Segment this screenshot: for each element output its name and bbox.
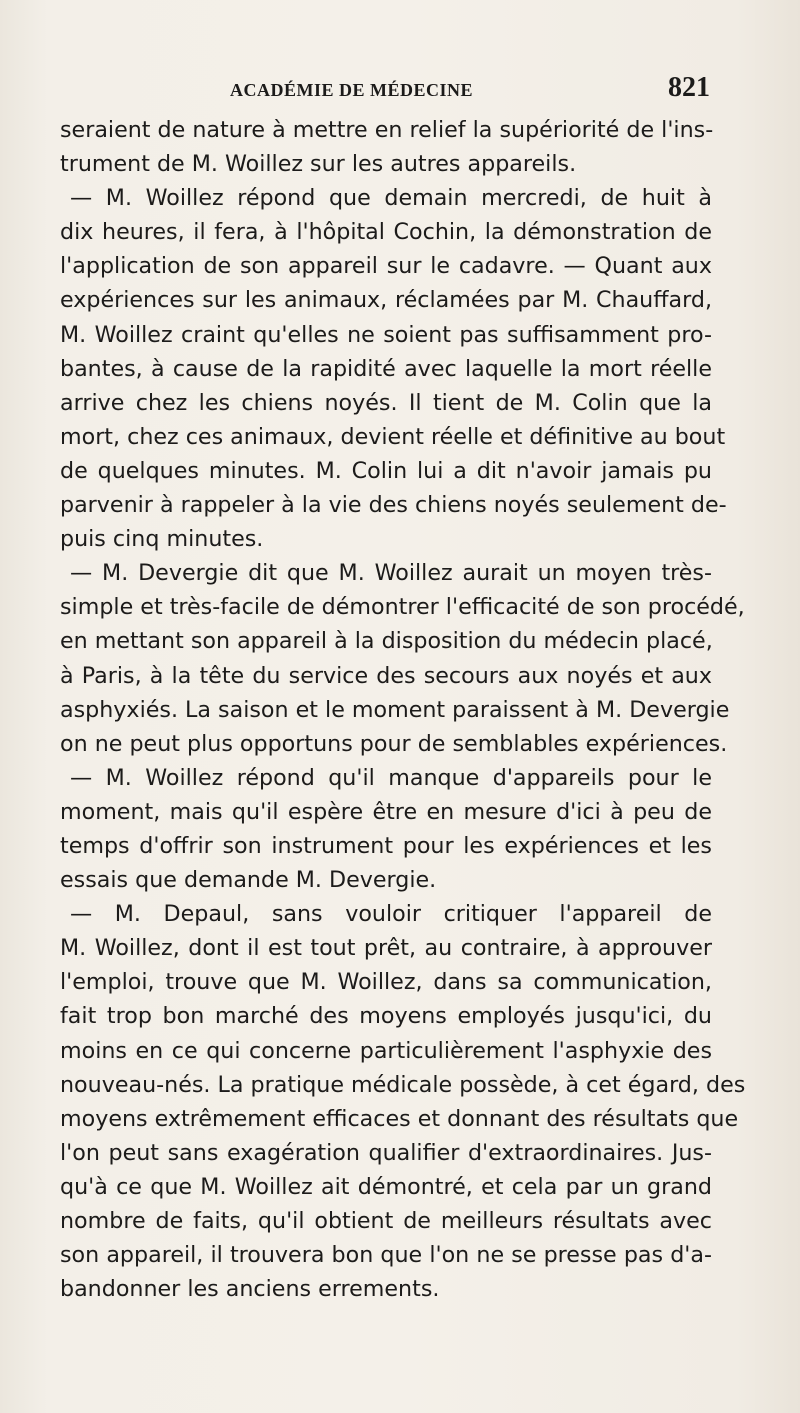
text-line: simple et très-facile de démontrer l'efficacité de son procédé, <box>60 594 745 621</box>
text-line: — M. Woillez répond qu'il manque d'appareils pour le <box>70 764 712 791</box>
text-line: de quelques minutes. M. Colin lui a dit n'avoir jamais pu <box>60 457 712 484</box>
text-line: — M. Depaul, sans vouloir critiquer l'appareil de <box>70 901 712 928</box>
text-line: seraient de nature à mettre en relief la supériorité de l'ins- <box>60 117 714 143</box>
paragraph <box>60 897 746 1306</box>
text-line: trument de M. Woillez sur les autres appareils. <box>60 151 577 178</box>
text-line: en mettant son appareil à la disposition du médecin placé, <box>60 628 713 655</box>
text-line: bandonner les anciens errements. <box>60 1276 440 1303</box>
text-line: nombre de faits, qu'il obtient de meilleurs résultats avec <box>60 1208 712 1234</box>
text-line: moyens extrêmement efficaces et donnant des résultats que <box>60 1105 739 1132</box>
paragraph <box>60 181 727 556</box>
text-line: l'application de son appareil sur le cadavre. — Quant aux <box>60 253 712 280</box>
text-line: dix heures, il fera, à l'hôpital Cochin, la démonstration de <box>60 219 712 246</box>
text-line: nouveau-nés. La pratique médicale possède, à cet égard, des <box>60 1071 746 1098</box>
text-line: essais que demande M. Devergie. <box>60 867 437 894</box>
text-line: asphyxiés. La saison et le moment paraissent à M. Devergie <box>60 696 730 723</box>
text-line: fait trop bon marché des moyens employés jusqu'ici, du <box>60 1003 712 1030</box>
text-line: M. Woillez, dont il est tout prêt, au contraire, à approuver <box>60 935 712 962</box>
text-line: — M. Woillez répond que demain mercredi, de huit à <box>70 185 712 212</box>
text-line: l'on peut sans exagération qualifier d'extraordinaires. Jus- <box>60 1139 712 1166</box>
paragraph <box>60 556 745 761</box>
paragraph <box>60 113 712 181</box>
text-line: bantes, à cause de la rapidité avec laquelle la mort réelle <box>60 355 712 382</box>
text-line: à Paris, à la tête du service des secours aux noyés et aux <box>60 662 712 689</box>
text-line: temps d'offrir son instrument pour les expériences et les <box>60 832 712 859</box>
text-line: moment, mais qu'il espère être en mesure d'ici à peu de <box>60 798 712 825</box>
page-header <box>60 72 710 112</box>
body-text <box>60 113 746 1306</box>
page-number: 821 <box>668 72 710 103</box>
text-line: expériences sur les animaux, réclamées par M. Chauffard, <box>60 287 712 314</box>
running-head: ACADÉMIE DE MÉDECINE <box>230 80 474 100</box>
text-line: puis cinq minutes. <box>60 526 264 553</box>
paragraph <box>60 761 712 897</box>
text-line: son appareil, il trouvera bon que l'on ne se presse pas d'a- <box>60 1242 712 1269</box>
text-line: l'emploi, trouve que M. Woillez, dans sa communication, <box>60 969 712 996</box>
text-line: moins en ce qui concerne particulièrement l'asphyxie des <box>60 1037 712 1064</box>
text-line: — M. Devergie dit que M. Woillez aurait un moyen très- <box>70 560 712 587</box>
text-line: mort, chez ces animaux, devient réelle et définitive au bout <box>60 423 726 450</box>
text-line: qu'à ce que M. Woillez ait démontré, et cela par un grand <box>60 1173 712 1200</box>
text-line: parvenir à rappeler à la vie des chiens noyés seulement de- <box>60 492 727 519</box>
text-line: on ne peut plus opportuns pour de semblables expériences. <box>60 730 728 757</box>
text-line: M. Woillez craint qu'elles ne soient pas suffisamment pro- <box>60 321 712 348</box>
text-line: arrive chez les chiens noyés. Il tient de M. Colin que la <box>60 389 712 416</box>
